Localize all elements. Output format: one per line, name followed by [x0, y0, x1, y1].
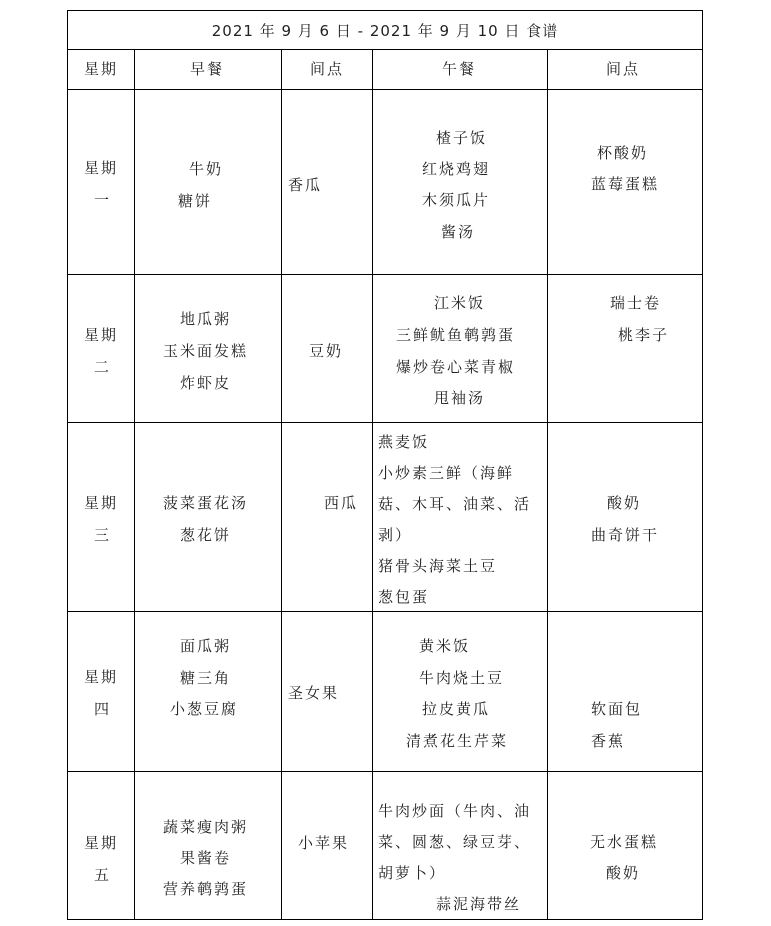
breakfast-item: 糖三角 [180, 669, 232, 687]
snack-item: 西瓜 [324, 494, 359, 512]
divider [68, 611, 702, 612]
lunch-item: 胡萝卜） [378, 864, 447, 882]
lunch-item: 菜、圆葱、绿豆芽、 [378, 833, 532, 851]
header-lunch: 午餐 [442, 60, 477, 78]
lunch-item: 拉皮黄瓜 [422, 700, 491, 718]
breakfast-item: 葱花饼 [180, 526, 232, 544]
snack-item: 曲奇饼干 [591, 526, 660, 544]
snack-item: 杯酸奶 [597, 144, 649, 162]
day-label: 星期 [84, 494, 119, 512]
divider [372, 49, 373, 919]
snack-item: 圣女果 [288, 684, 340, 702]
breakfast-item: 炸虾皮 [180, 374, 232, 392]
lunch-item: 三鲜鱿鱼鹌鹑蛋 [396, 326, 516, 344]
snack-item: 桃李子 [618, 326, 670, 344]
lunch-item: 菇、木耳、油菜、活 [378, 495, 532, 513]
breakfast-item: 营养鹌鹑蛋 [163, 880, 249, 898]
breakfast-item: 菠菜蛋花汤 [163, 494, 249, 512]
breakfast-item: 牛奶 [189, 160, 224, 178]
divider [281, 49, 282, 919]
lunch-item: 红烧鸡翅 [422, 160, 491, 178]
snack-item: 无水蛋糕 [590, 833, 659, 851]
lunch-item: 燕麦饭 [378, 433, 430, 451]
breakfast-item: 小葱豆腐 [170, 700, 239, 718]
divider [68, 89, 702, 90]
day-number: 二 [94, 358, 112, 376]
header-breakfast: 早餐 [190, 60, 225, 78]
snack-item: 酸奶 [607, 494, 642, 512]
lunch-item: 甩袖汤 [434, 389, 486, 407]
breakfast-item: 面瓜粥 [180, 637, 232, 655]
lunch-item: 牛肉烧土豆 [419, 669, 505, 687]
snack-item: 小苹果 [298, 834, 350, 852]
breakfast-item: 地瓜粥 [180, 310, 232, 328]
breakfast-item: 糖饼 [178, 192, 213, 210]
day-label: 星期 [84, 326, 119, 344]
snack-item: 香蕉 [591, 732, 626, 750]
divider [68, 49, 702, 50]
lunch-item: 清煮花生芹菜 [406, 732, 509, 750]
day-label: 星期 [84, 159, 119, 177]
day-number: 三 [94, 526, 112, 544]
breakfast-item: 玉米面发糕 [163, 342, 249, 360]
breakfast-item: 蔬菜瘦肉粥 [163, 818, 249, 836]
snack-item: 软面包 [591, 700, 643, 718]
snack-item: 豆奶 [309, 342, 344, 360]
menu-table [67, 10, 703, 920]
lunch-item: 猪骨头海菜土豆 [378, 557, 498, 575]
breakfast-item: 果酱卷 [180, 849, 232, 867]
lunch-item: 小炒素三鲜（海鲜 [378, 464, 515, 482]
snack-item: 香瓜 [288, 176, 323, 194]
lunch-item: 江米饭 [434, 294, 486, 312]
day-label: 星期 [84, 834, 119, 852]
header-day: 星期 [84, 60, 119, 78]
day-number: 四 [94, 700, 112, 718]
snack-item: 瑞士卷 [610, 294, 662, 312]
header-snack1: 间点 [310, 60, 345, 78]
snack-item: 酸奶 [606, 864, 641, 882]
lunch-item: 酱汤 [441, 223, 476, 241]
divider [547, 49, 548, 919]
divider [68, 274, 702, 275]
divider [68, 771, 702, 772]
snack-item: 蓝莓蛋糕 [591, 175, 660, 193]
day-number: 五 [94, 866, 112, 884]
lunch-item: 剥） [378, 526, 413, 544]
lunch-item: 楂子饭 [436, 129, 488, 147]
day-label: 星期 [84, 668, 119, 686]
lunch-item: 牛肉炒面（牛肉、油 [378, 802, 532, 820]
day-number: 一 [94, 191, 112, 209]
lunch-item: 爆炒卷心菜青椒 [396, 358, 516, 376]
lunch-item: 葱包蛋 [378, 588, 430, 606]
lunch-item: 黄米饭 [419, 637, 471, 655]
divider [134, 49, 135, 919]
lunch-item: 蒜泥海带丝 [436, 895, 522, 913]
divider [68, 422, 702, 423]
lunch-item: 木须瓜片 [422, 191, 491, 209]
table-title: 2021 年 9 月 6 日 - 2021 年 9 月 10 日 食谱 [211, 22, 559, 40]
header-snack2: 间点 [606, 60, 641, 78]
